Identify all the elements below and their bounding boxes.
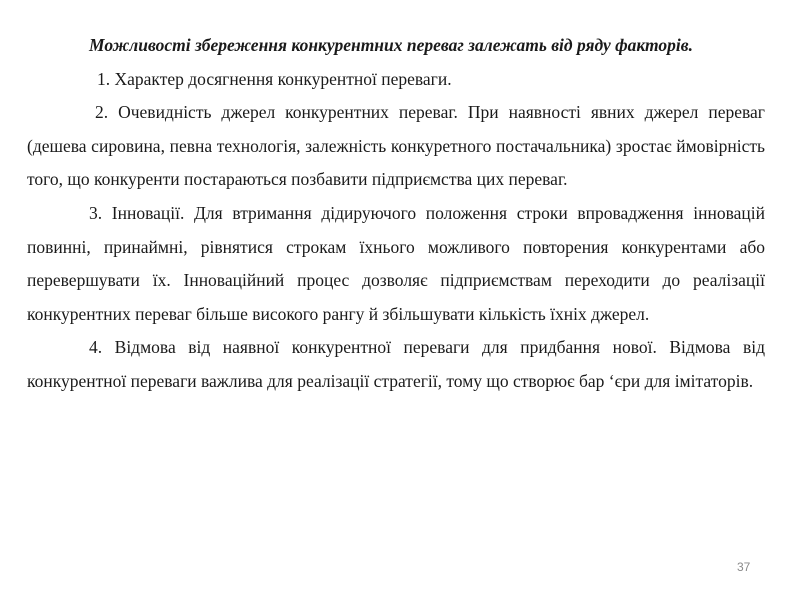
- list-item-2: 2. Очевидність джерел конкурентних переваг. При наявності явних джерел переваг (дешева сировина, певна технологія, залежність конкуретного постачальника) зростає ймовірність того, що конкуренти постараються позбавити підприємства цих переваг.: [27, 102, 765, 190]
- list-item-4: 4. Відмова від наявної конкурентної переваги для придбання нової. Відмова від конкурентної переваги важлива для реалізації стратегії, тому що створює бар ‘єри для імітаторів.: [27, 337, 765, 391]
- heading: Можливості збереження конкурентних переваг залежать від ряду факторів.: [89, 35, 693, 55]
- list-item-1: 1. Характер досягнення конкурентної переваги.: [97, 68, 452, 89]
- list-item-3: 3. Інновації. Для втримання дідируючого положення строки впровадження інновацій повинні, принаймні, рівнятися строкам їхнього можливого повторения конкурентами або перевершувати їх. Інноваційний процес дозволяє підприємствам переходити до реалізації конкурентних переваг більше високого рангу й збільшувати кількість їхніх джерел.: [27, 202, 765, 324]
- slide-content: [27, 29, 765, 399]
- page-number: 37: [737, 560, 751, 574]
